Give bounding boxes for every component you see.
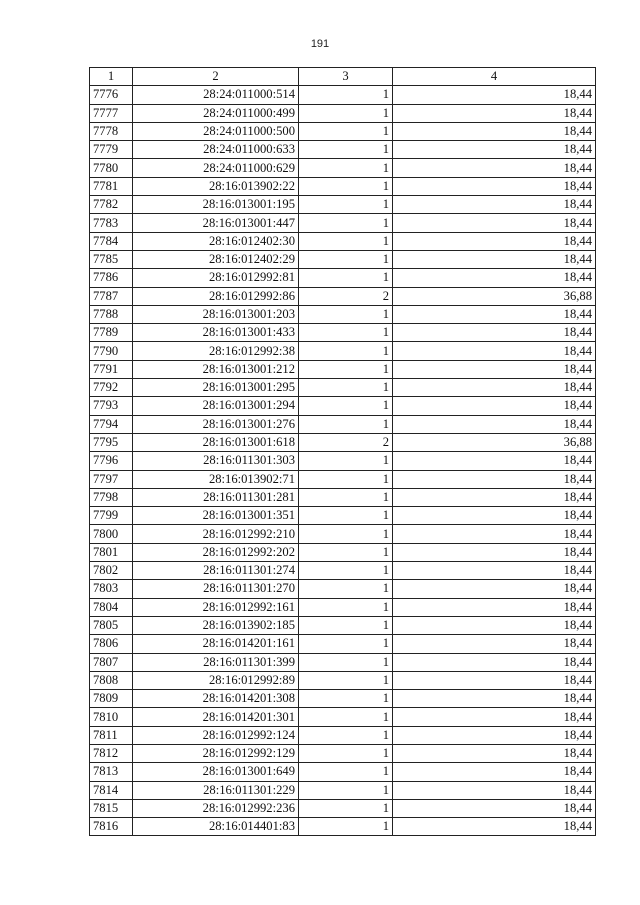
count-cell: 1 (299, 141, 393, 159)
count-cell: 1 (299, 525, 393, 543)
cadastral-number-cell: 28:16:012992:89 (133, 671, 299, 689)
table-row (90, 470, 596, 488)
value-cell: 18,44 (393, 799, 596, 817)
value-cell: 18,44 (393, 342, 596, 360)
count-cell: 1 (299, 269, 393, 287)
table-row (90, 616, 596, 634)
row-number-cell: 7776 (90, 86, 133, 104)
count-cell: 1 (299, 598, 393, 616)
count-cell: 1 (299, 653, 393, 671)
table-row (90, 324, 596, 342)
value-cell: 18,44 (393, 250, 596, 268)
table-row (90, 744, 596, 762)
value-cell: 18,44 (393, 671, 596, 689)
cadastral-number-cell: 28:16:014401:83 (133, 818, 299, 836)
table-row (90, 433, 596, 451)
count-cell: 1 (299, 744, 393, 762)
row-number-cell: 7795 (90, 433, 133, 451)
row-number-cell: 7809 (90, 690, 133, 708)
cadastral-number-cell: 28:16:013001:351 (133, 507, 299, 525)
row-number-cell: 7788 (90, 305, 133, 323)
row-number-cell: 7814 (90, 781, 133, 799)
cadastral-number-cell: 28:16:013001:447 (133, 214, 299, 232)
row-number-cell: 7804 (90, 598, 133, 616)
row-number-cell: 7810 (90, 708, 133, 726)
cadastral-number-cell: 28:16:012992:86 (133, 287, 299, 305)
count-cell: 1 (299, 781, 393, 799)
table-row (90, 379, 596, 397)
row-number-cell: 7812 (90, 744, 133, 762)
table-row (90, 122, 596, 140)
row-number-cell: 7799 (90, 507, 133, 525)
count-cell: 1 (299, 708, 393, 726)
value-cell: 18,44 (393, 86, 596, 104)
cadastral-number-cell: 28:16:011301:229 (133, 781, 299, 799)
table-row (90, 269, 596, 287)
column-header: 2 (133, 68, 299, 86)
count-cell: 1 (299, 799, 393, 817)
cadastral-number-cell: 28:16:013001:276 (133, 415, 299, 433)
value-cell: 18,44 (393, 488, 596, 506)
count-cell: 2 (299, 287, 393, 305)
cadastral-number-cell: 28:16:011301:274 (133, 562, 299, 580)
table-row (90, 543, 596, 561)
value-cell: 18,44 (393, 543, 596, 561)
count-cell: 2 (299, 433, 393, 451)
value-cell: 18,44 (393, 507, 596, 525)
row-number-cell: 7800 (90, 525, 133, 543)
cadastral-number-cell: 28:16:011301:281 (133, 488, 299, 506)
column-header: 3 (299, 68, 393, 86)
cadastral-number-cell: 28:16:012992:81 (133, 269, 299, 287)
cadastral-number-cell: 28:24:011000:514 (133, 86, 299, 104)
count-cell: 1 (299, 250, 393, 268)
value-cell: 18,44 (393, 196, 596, 214)
count-cell: 1 (299, 616, 393, 634)
row-number-cell: 7783 (90, 214, 133, 232)
value-cell: 18,44 (393, 415, 596, 433)
table-row (90, 104, 596, 122)
cadastral-number-cell: 28:16:013902:22 (133, 177, 299, 195)
table-row (90, 525, 596, 543)
value-cell: 18,44 (393, 159, 596, 177)
cadastral-number-cell: 28:16:011301:303 (133, 452, 299, 470)
value-cell: 18,44 (393, 818, 596, 836)
cadastral-number-cell: 28:16:014201:301 (133, 708, 299, 726)
value-cell: 18,44 (393, 214, 596, 232)
value-cell: 18,44 (393, 141, 596, 159)
count-cell: 1 (299, 342, 393, 360)
row-number-cell: 7781 (90, 177, 133, 195)
count-cell: 1 (299, 470, 393, 488)
table-row (90, 305, 596, 323)
cadastral-number-cell: 28:16:013001:195 (133, 196, 299, 214)
value-cell: 18,44 (393, 562, 596, 580)
count-cell: 1 (299, 488, 393, 506)
cadastral-number-cell: 28:24:011000:500 (133, 122, 299, 140)
cadastral-number-cell: 28:16:012992:124 (133, 726, 299, 744)
row-number-cell: 7815 (90, 799, 133, 817)
cadastral-number-cell: 28:16:013902:71 (133, 470, 299, 488)
row-number-cell: 7803 (90, 580, 133, 598)
table-row (90, 781, 596, 799)
count-cell: 1 (299, 507, 393, 525)
count-cell: 1 (299, 122, 393, 140)
value-cell: 18,44 (393, 635, 596, 653)
row-number-cell: 7811 (90, 726, 133, 744)
table-row (90, 763, 596, 781)
row-number-cell: 7785 (90, 250, 133, 268)
cadastral-number-cell: 28:16:013001:433 (133, 324, 299, 342)
column-header: 1 (90, 68, 133, 86)
row-number-cell: 7808 (90, 671, 133, 689)
row-number-cell: 7777 (90, 104, 133, 122)
table-row (90, 360, 596, 378)
row-number-cell: 7789 (90, 324, 133, 342)
table-row (90, 488, 596, 506)
column-header: 4 (393, 68, 596, 86)
cadastral-number-cell: 28:16:013001:618 (133, 433, 299, 451)
table-row (90, 726, 596, 744)
value-cell: 18,44 (393, 122, 596, 140)
row-number-cell: 7778 (90, 122, 133, 140)
count-cell: 1 (299, 415, 393, 433)
row-number-cell: 7802 (90, 562, 133, 580)
cadastral-number-cell: 28:16:012992:202 (133, 543, 299, 561)
cadastral-number-cell: 28:16:012402:30 (133, 232, 299, 250)
cadastral-number-cell: 28:16:011301:399 (133, 653, 299, 671)
cadastral-number-cell: 28:16:012992:38 (133, 342, 299, 360)
value-cell: 18,44 (393, 744, 596, 762)
value-cell: 18,44 (393, 690, 596, 708)
row-number-cell: 7793 (90, 397, 133, 415)
row-number-cell: 7786 (90, 269, 133, 287)
value-cell: 18,44 (393, 781, 596, 799)
table-row (90, 635, 596, 653)
value-cell: 18,44 (393, 452, 596, 470)
row-number-cell: 7806 (90, 635, 133, 653)
row-number-cell: 7813 (90, 763, 133, 781)
value-cell: 18,44 (393, 360, 596, 378)
value-cell: 18,44 (393, 269, 596, 287)
count-cell: 1 (299, 360, 393, 378)
table-row (90, 690, 596, 708)
cadastral-number-cell: 28:16:013001:212 (133, 360, 299, 378)
count-cell: 1 (299, 690, 393, 708)
table-header-row (90, 68, 596, 86)
cadastral-number-cell: 28:16:013902:185 (133, 616, 299, 634)
row-number-cell: 7782 (90, 196, 133, 214)
value-cell: 18,44 (393, 104, 596, 122)
row-number-cell: 7796 (90, 452, 133, 470)
row-number-cell: 7801 (90, 543, 133, 561)
count-cell: 1 (299, 232, 393, 250)
row-number-cell: 7816 (90, 818, 133, 836)
table-row (90, 250, 596, 268)
cadastral-number-cell: 28:24:011000:633 (133, 141, 299, 159)
table-row (90, 196, 596, 214)
value-cell: 18,44 (393, 379, 596, 397)
table-row (90, 708, 596, 726)
table-row (90, 342, 596, 360)
count-cell: 1 (299, 543, 393, 561)
count-cell: 1 (299, 726, 393, 744)
table-row (90, 141, 596, 159)
table-row (90, 214, 596, 232)
row-number-cell: 7797 (90, 470, 133, 488)
cadastral-number-cell: 28:16:013001:203 (133, 305, 299, 323)
value-cell: 18,44 (393, 708, 596, 726)
count-cell: 1 (299, 324, 393, 342)
row-number-cell: 7780 (90, 159, 133, 177)
table-row (90, 580, 596, 598)
value-cell: 18,44 (393, 580, 596, 598)
cadastral-number-cell: 28:16:012402:29 (133, 250, 299, 268)
row-number-cell: 7787 (90, 287, 133, 305)
count-cell: 1 (299, 196, 393, 214)
value-cell: 18,44 (393, 397, 596, 415)
table-row (90, 653, 596, 671)
value-cell: 36,88 (393, 287, 596, 305)
cadastral-number-cell: 28:16:013001:294 (133, 397, 299, 415)
table-row (90, 671, 596, 689)
table-row (90, 507, 596, 525)
row-number-cell: 7784 (90, 232, 133, 250)
value-cell: 18,44 (393, 616, 596, 634)
cadastral-number-cell: 28:24:011000:499 (133, 104, 299, 122)
table-row (90, 415, 596, 433)
cadastral-number-cell: 28:24:011000:629 (133, 159, 299, 177)
table-row (90, 818, 596, 836)
table-body (90, 86, 596, 836)
row-number-cell: 7779 (90, 141, 133, 159)
cadastral-number-cell: 28:16:014201:161 (133, 635, 299, 653)
count-cell: 1 (299, 580, 393, 598)
row-number-cell: 7794 (90, 415, 133, 433)
count-cell: 1 (299, 177, 393, 195)
row-number-cell: 7807 (90, 653, 133, 671)
count-cell: 1 (299, 86, 393, 104)
count-cell: 1 (299, 763, 393, 781)
cadastral-number-cell: 28:16:012992:210 (133, 525, 299, 543)
row-number-cell: 7790 (90, 342, 133, 360)
table-row (90, 232, 596, 250)
row-number-cell: 7805 (90, 616, 133, 634)
cadastral-number-cell: 28:16:012992:161 (133, 598, 299, 616)
count-cell: 1 (299, 104, 393, 122)
table-row (90, 799, 596, 817)
table-row (90, 452, 596, 470)
row-number-cell: 7798 (90, 488, 133, 506)
cadastral-number-cell: 28:16:012992:129 (133, 744, 299, 762)
cadastral-number-cell: 28:16:011301:270 (133, 580, 299, 598)
table-row (90, 86, 596, 104)
table-row (90, 287, 596, 305)
count-cell: 1 (299, 305, 393, 323)
table-row (90, 159, 596, 177)
count-cell: 1 (299, 635, 393, 653)
value-cell: 18,44 (393, 470, 596, 488)
value-cell: 18,44 (393, 726, 596, 744)
value-cell: 18,44 (393, 525, 596, 543)
cadastral-number-cell: 28:16:014201:308 (133, 690, 299, 708)
count-cell: 1 (299, 214, 393, 232)
count-cell: 1 (299, 562, 393, 580)
table-row (90, 397, 596, 415)
value-cell: 18,44 (393, 305, 596, 323)
count-cell: 1 (299, 452, 393, 470)
cadastral-number-cell: 28:16:013001:295 (133, 379, 299, 397)
count-cell: 1 (299, 159, 393, 177)
data-table (89, 67, 596, 836)
value-cell: 36,88 (393, 433, 596, 451)
value-cell: 18,44 (393, 232, 596, 250)
row-number-cell: 7791 (90, 360, 133, 378)
value-cell: 18,44 (393, 763, 596, 781)
cadastral-number-cell: 28:16:012992:236 (133, 799, 299, 817)
cadastral-number-cell: 28:16:013001:649 (133, 763, 299, 781)
count-cell: 1 (299, 379, 393, 397)
page-number: 191 (310, 38, 330, 50)
value-cell: 18,44 (393, 324, 596, 342)
count-cell: 1 (299, 397, 393, 415)
table-row (90, 177, 596, 195)
value-cell: 18,44 (393, 598, 596, 616)
count-cell: 1 (299, 671, 393, 689)
value-cell: 18,44 (393, 653, 596, 671)
row-number-cell: 7792 (90, 379, 133, 397)
table-row (90, 562, 596, 580)
count-cell: 1 (299, 818, 393, 836)
value-cell: 18,44 (393, 177, 596, 195)
table-row (90, 598, 596, 616)
